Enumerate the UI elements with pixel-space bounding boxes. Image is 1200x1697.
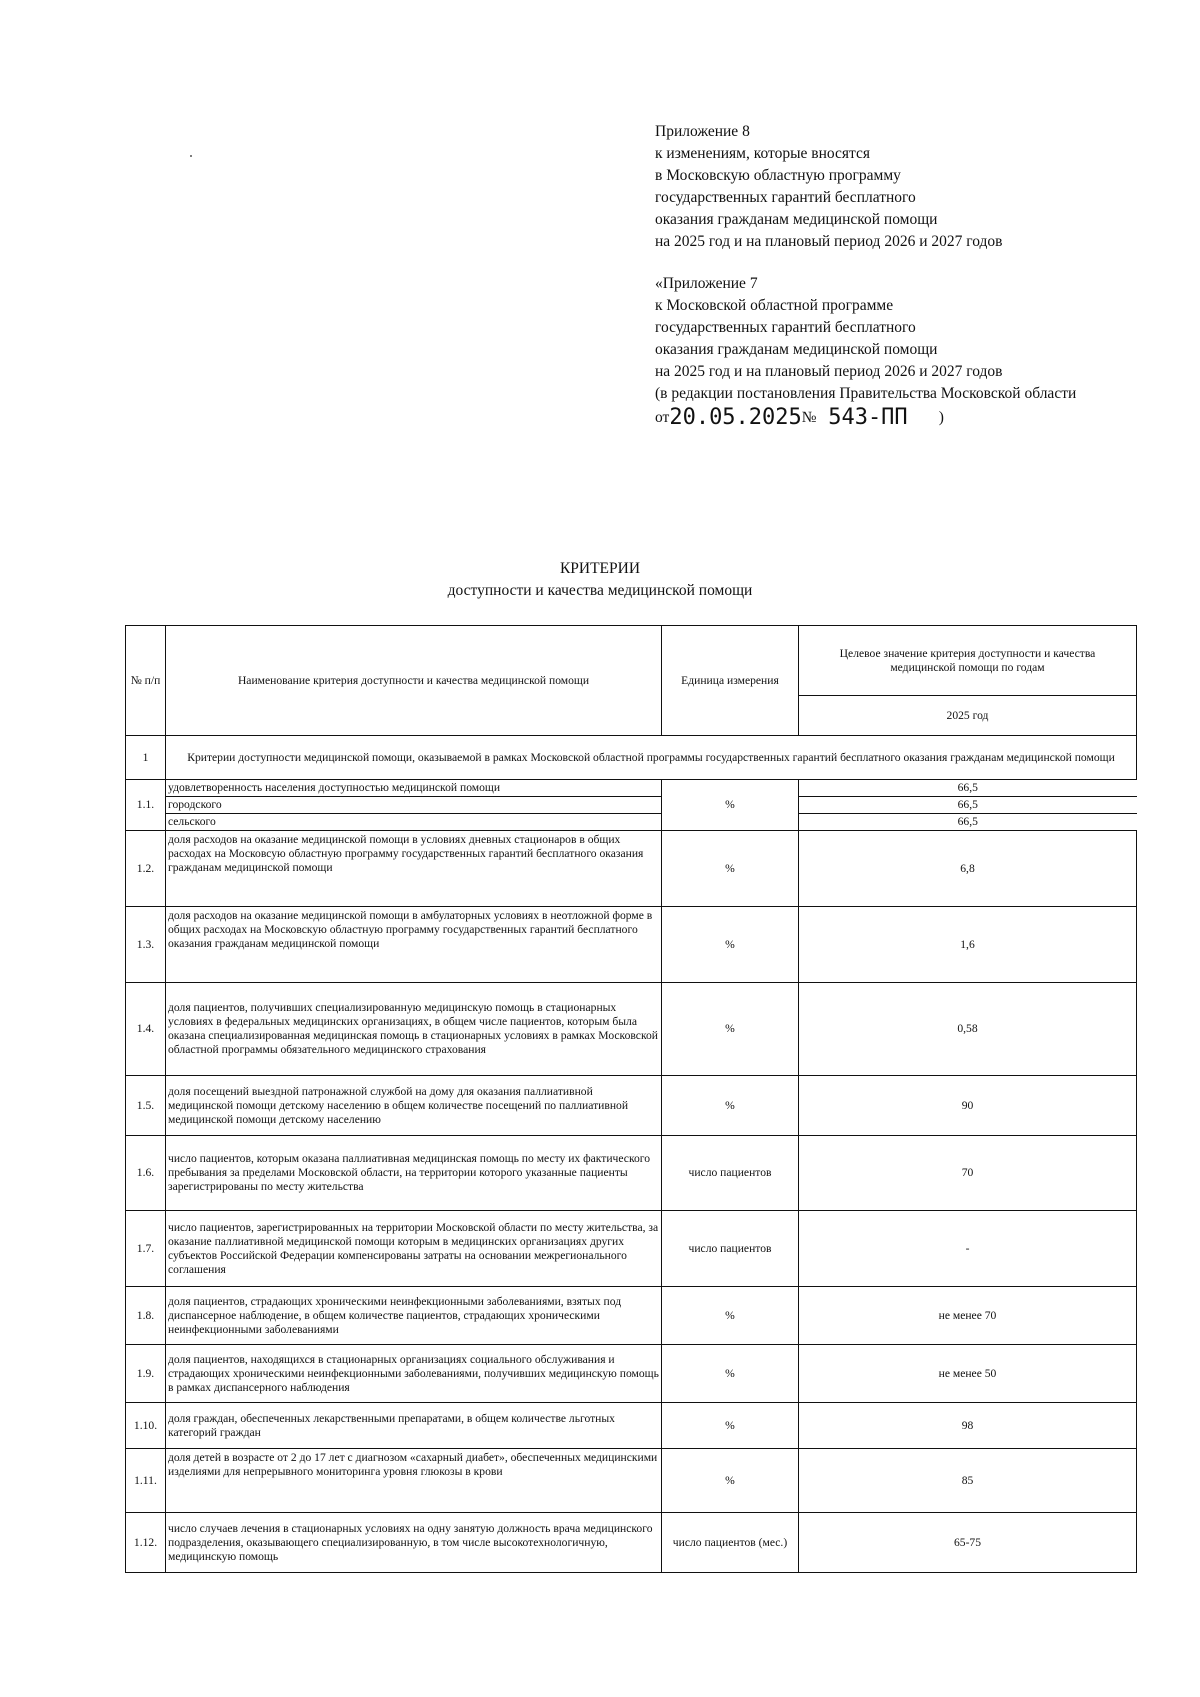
row-unit: % <box>662 1403 799 1449</box>
annex-line: оказания гражданам медицинской помощи <box>655 341 938 358</box>
table-row <box>126 1345 1137 1403</box>
table-row <box>126 1136 1137 1211</box>
annex-line: к изменениям, которые вносятся <box>655 145 871 162</box>
document-title <box>0 558 1200 602</box>
row-value: 6,8 <box>799 831 1137 907</box>
row-name: доля граждан, обеспеченных лекарственными препаратами, в общем количестве льготных категорий граждан <box>166 1403 662 1449</box>
row-unit: % <box>662 983 799 1076</box>
annex-line: Приложение 8 <box>655 123 750 140</box>
header-year: 2025 год <box>799 696 1137 736</box>
table-row <box>126 1076 1137 1136</box>
resolution-date: 20.05.2025 <box>669 405 802 430</box>
table-row <box>126 1211 1137 1287</box>
row-num: 1.12. <box>126 1513 166 1573</box>
annex-line: государственных гарантий бесплатного <box>655 319 916 336</box>
resolution-reference <box>655 405 1175 429</box>
row-value: 70 <box>799 1136 1137 1211</box>
table-row <box>126 983 1137 1076</box>
header-num: № п/п <box>126 626 166 736</box>
row-names-stack <box>166 780 662 831</box>
row-value: 1,6 <box>799 907 1137 983</box>
row-name: сельского <box>168 815 216 828</box>
header-name: Наименование критерия доступности и качества медицинской помощи <box>166 626 662 736</box>
row-name: доля пациентов, получивших специализированную медицинскую помощь в стационарных условиях в федеральных медицинских организациях, в общем числе пациентов, которым была оказана специализированная медицинская помощь в стационарных условиях в рамках Московской областной программы обязательного медицинского страхования <box>166 983 662 1076</box>
section-num: 1 <box>126 736 166 780</box>
header-row <box>126 626 1137 696</box>
annex-line: «Приложение 7 <box>655 275 758 292</box>
section-title: Критерии доступности медицинской помощи, оказываемой в рамках Московской областной программы государственных гарантий бесплатного оказания гражданам медицинской помощи <box>166 736 1137 780</box>
row-value: 0,58 <box>799 983 1137 1076</box>
row-unit: число пациентов (мес.) <box>662 1513 799 1573</box>
table-row <box>126 907 1137 983</box>
row-name: доля детей в возрасте от 2 до 17 лет с диагнозом «сахарный диабет», обеспеченных медицинскими изделиями для непрерывного мониторинга уровня глюкозы в крови <box>166 1449 662 1513</box>
row-unit: % <box>662 907 799 983</box>
row-num: 1.7. <box>126 1211 166 1287</box>
row-num: 1.9. <box>126 1345 166 1403</box>
row-num: 1.4. <box>126 983 166 1076</box>
row-unit: % <box>662 831 799 907</box>
row-num: 1.8. <box>126 1287 166 1345</box>
closing-paren: ) <box>938 409 944 426</box>
row-value: не менее 70 <box>799 1287 1137 1345</box>
row-value: 90 <box>799 1076 1137 1136</box>
criteria-table <box>125 625 1137 1573</box>
row-name: доля расходов на оказание медицинской помощи в условиях дневных стационаров в общих расходах на Московсую областную программу государственных гарантий бесплатного оказания гражданам медицинской помощи <box>166 831 662 907</box>
row-num: 1.10. <box>126 1403 166 1449</box>
row-value: 65-75 <box>799 1513 1137 1573</box>
row-num: 1.11. <box>126 1449 166 1513</box>
annex-line: на 2025 год и на плановый период 2026 и 2027 годов <box>655 233 1003 250</box>
row-unit: число пациентов <box>662 1136 799 1211</box>
number-sign: № <box>801 409 817 426</box>
annex-header <box>655 121 1175 429</box>
section-row <box>126 736 1137 780</box>
header-unit: Единица измерения <box>662 626 799 736</box>
row-num: 1.1. <box>126 780 166 831</box>
row-name: доля расходов на оказание медицинской помощи в амбулаторных условиях в неотложной форме в общих расходах на Московскую областную программу государственных гарантий бесплатного оказания гражданам медицинской помощи <box>166 907 662 983</box>
row-value: 98 <box>799 1403 1137 1449</box>
row-value: 66,5 <box>957 815 978 828</box>
row-value: 66,5 <box>799 797 1137 814</box>
resolution-number: 543-ПП <box>828 405 908 430</box>
row-unit: % <box>662 1287 799 1345</box>
header-target: Целевое значение критерия доступности и качества медицинской помощи по годам <box>799 626 1137 696</box>
row-name: удовлетворенность населения доступностью медицинской помощи <box>166 780 661 797</box>
row-num: 1.2. <box>126 831 166 907</box>
row-values-stack <box>799 780 1137 831</box>
title-line: КРИТЕРИИ <box>559 560 641 577</box>
table-row <box>126 1449 1137 1513</box>
row-unit: % <box>662 1076 799 1136</box>
scan-speck <box>190 155 192 157</box>
row-unit: % <box>662 1449 799 1513</box>
row-num: 1.5. <box>126 1076 166 1136</box>
row-name: доля пациентов, страдающих хроническими неинфекционными заболеваниями, взятых под диспансерное наблюдение, в общем количестве пациентов, страдающих хроническими неинфекционными заболеваниями <box>166 1287 662 1345</box>
row-name: число случаев лечения в стационарных условиях на одну занятую должность врача медицинского подразделения, оказывающего специализированную, в том числе высокотехнологичную, медицинскую помощь <box>166 1513 662 1573</box>
row-unit: % <box>662 780 799 831</box>
row-name: доля пациентов, находящихся в стационарных организациях социального обслуживания и страдающих хроническими неинфекционными заболеваниями, получивших медицинскую помощь в рамках диспансерного наблюдения <box>166 1345 662 1403</box>
table-row <box>126 831 1137 907</box>
row-num: 1.6. <box>126 1136 166 1211</box>
table-row <box>126 780 1137 831</box>
row-name: доля посещений выездной патронажной службой на дому для оказания паллиативной медицинской помощи детскому населению в общем количестве посещений по паллиативной медицинской помощи детскому населению <box>166 1076 662 1136</box>
from-label: от <box>655 409 670 426</box>
table-row <box>126 1513 1137 1573</box>
annex-line: на 2025 год и на плановый период 2026 и 2027 годов <box>655 363 1003 380</box>
row-name: городского <box>166 797 661 814</box>
row-value: 66,5 <box>799 780 1137 797</box>
row-value: 85 <box>799 1449 1137 1513</box>
annex-line: в Московскую областную программу <box>655 167 901 184</box>
row-name: число пациентов, которым оказана паллиативная медицинская помощь по месту их фактического пребывания за пределами Московской области, на территории которого указанные пациенты зарегистрированы по месту жительства <box>166 1136 662 1211</box>
row-unit: % <box>662 1345 799 1403</box>
annex-line: (в редакции постановления Правительства Московской области <box>655 385 1077 402</box>
title-subline: доступности и качества медицинской помощи <box>447 582 753 599</box>
row-unit: число пациентов <box>662 1211 799 1287</box>
annex-line: оказания гражданам медицинской помощи <box>655 211 938 228</box>
row-name: число пациентов, зарегистрированных на территории Московской области по месту жительства, за оказание паллиативной медицинской помощи которым в медицинских организациях других субъектов Российской Федерации компенсированы затраты на основании межрегионального соглашения <box>166 1211 662 1287</box>
row-value: - <box>799 1211 1137 1287</box>
row-value: не менее 50 <box>799 1345 1137 1403</box>
annex-line: к Московской областной программе <box>655 297 894 314</box>
annex-line: государственных гарантий бесплатного <box>655 189 916 206</box>
table-row <box>126 1403 1137 1449</box>
row-num: 1.3. <box>126 907 166 983</box>
table-row <box>126 1287 1137 1345</box>
